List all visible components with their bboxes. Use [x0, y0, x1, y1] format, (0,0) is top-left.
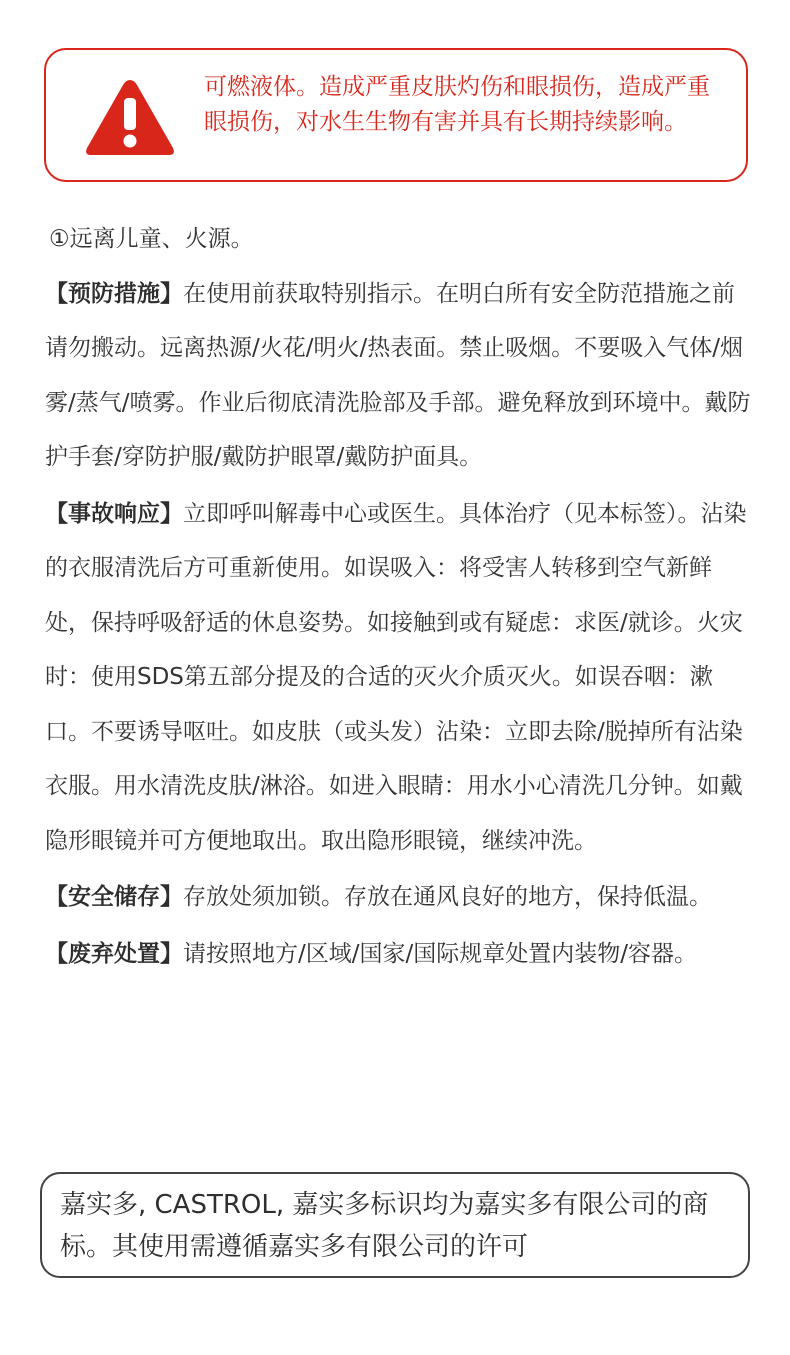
disposal-text: 请按照地方/区域/国家/国际规章处置内装物/容器。	[183, 940, 697, 967]
prevention-text: 在使用前获取特别指示。在明白所有安全防范措施之前请勿搬动。远离热源/火花/明火/热表面。禁止吸烟。不要吸入气体/烟雾/蒸气/喷雾。作业后彻底清洗脸部及手部。避免释放到环境中。戴防护手套/穿防护服/戴防护眼罩/戴防护面具。	[45, 280, 751, 470]
precautionary-statements	[45, 212, 755, 983]
trademark-notice-box	[40, 1172, 750, 1278]
keep-away-note	[45, 212, 755, 267]
hazard-warning-box	[44, 48, 748, 182]
storage-section	[45, 870, 755, 925]
disposal-section	[45, 927, 755, 982]
keep-away-text: ①远离儿童、火源。	[49, 226, 254, 252]
disposal-label: 【废弃处置】	[45, 940, 183, 967]
prevention-label: 【预防措施】	[45, 280, 183, 307]
warning-triangle-icon	[84, 76, 176, 158]
trademark-notice: 嘉实多, CASTROL, 嘉实多标识均为嘉实多有限公司的商标。其使用需遵循嘉实多有限公司的许可	[60, 1190, 709, 1262]
prevention-section	[45, 267, 755, 485]
response-label: 【事故响应】	[45, 500, 183, 527]
storage-label: 【安全储存】	[45, 884, 183, 910]
storage-text: 存放处须加锁。存放在通风良好的地方，保持低温。	[183, 884, 712, 910]
response-text: 立即呼叫解毒中心或医生。具体治疗（见本标签）。沾染的衣服清洗后方可重新使用。如误吸入：将受害人转移到空气新鲜处，保持呼吸舒适的休息姿势。如接触到或有疑虑：求医/就诊。火灾时：使用SDS第五部分提及的合适的灭火介质灭火。如误吞咽：漱口。不要诱导呕吐。如皮肤（或头发）沾染：立即去除/脱掉所有沾染衣服。用水清洗皮肤/淋浴。如进入眼睛：用水小心清洗几分钟。如戴隐形眼镜并可方便地取出。取出隐形眼镜，继续冲洗。	[45, 500, 747, 854]
response-section	[45, 487, 755, 869]
hazard-statement: 可燃液体。造成严重皮肤灼伤和眼损伤，造成严重眼损伤，对水生生物有害并具有长期持续影响。	[204, 74, 710, 135]
